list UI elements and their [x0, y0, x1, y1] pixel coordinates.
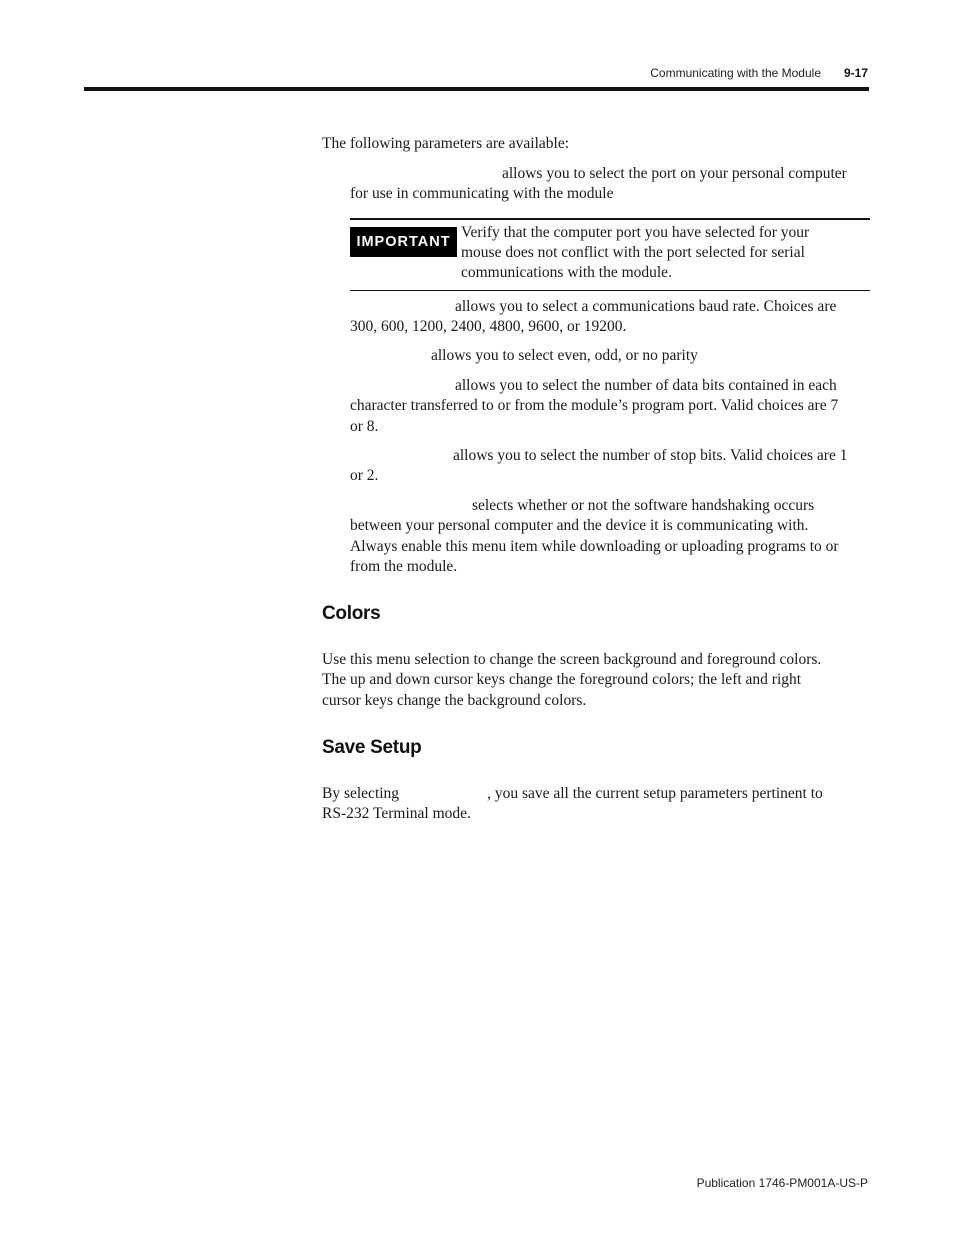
header-page-number: 9-17: [843, 66, 868, 80]
port-line-2: for use in communicating with the module: [350, 185, 614, 203]
parity-line-1: allows you to select even, odd, or no parity: [431, 347, 698, 364]
colors-line-2: The up and down cursor keys change the foreground colors; the left and right: [322, 671, 802, 689]
port-line-1: allows you to select the port on your personal computer: [502, 165, 847, 182]
baud-line-1: allows you to select a communications baud rate. Choices are: [455, 298, 837, 315]
handshaking-line-3: Always enable this menu item while downloading or uploading programs to or: [350, 537, 839, 555]
save-setup-heading: Save Setup: [322, 737, 422, 758]
port-parameter: [350, 164, 870, 205]
stop-bits-line-2: or 2.: [350, 467, 379, 485]
data-bits-line-2: character transferred to or from the module’s program port. Valid choices are 7: [350, 397, 839, 415]
footer-publication: Publication 1746-PM001A-US-P: [696, 1176, 868, 1190]
handshaking-line-1: selects whether or not the software handshaking occurs: [472, 497, 815, 514]
save-setup-line-2: RS-232 Terminal mode.: [322, 805, 471, 823]
important-line-1: Verify that the computer port you have selected for your: [461, 224, 810, 241]
important-top-rule: [350, 218, 870, 220]
parity-parameter: [350, 346, 870, 366]
important-line-3: communications with the module.: [461, 264, 672, 282]
colors-line-1: Use this menu selection to change the screen background and foreground colors.: [322, 651, 822, 668]
colors-body: [322, 650, 870, 711]
intro-text: The following parameters are available:: [322, 135, 570, 152]
important-line-2: mouse does not conflict with the port selected for serial: [461, 244, 805, 262]
save-setup-line-1b: , you save all the current setup parameters pertinent to: [487, 785, 823, 802]
important-bottom-rule: [350, 290, 870, 291]
header-rule: [84, 87, 869, 91]
handshaking-line-2: between your personal computer and the device it is communicating with.: [350, 517, 809, 535]
stop-bits-line-1: allows you to select the number of stop bits. Valid choices are 1: [453, 447, 848, 464]
baud-parameter: [350, 297, 870, 338]
data-bits-parameter: [350, 376, 870, 437]
colors-line-3: cursor keys change the background colors.: [322, 691, 587, 709]
stop-bits-parameter: [350, 446, 870, 487]
handshaking-parameter: [350, 496, 870, 578]
header-section-title: Communicating with the Module: [650, 66, 821, 80]
data-bits-line-3: or 8.: [350, 417, 379, 435]
handshaking-line-4: from the module.: [350, 558, 458, 576]
important-note: [461, 223, 866, 284]
baud-line-2: 300, 600, 1200, 2400, 4800, 9600, or 19200.: [350, 318, 627, 336]
colors-heading: Colors: [322, 603, 381, 624]
data-bits-line-1: allows you to select the number of data bits contained in each: [455, 377, 837, 394]
save-setup-body: [322, 784, 870, 825]
save-setup-line-1a: By selecting: [322, 785, 400, 802]
important-badge: IMPORTANT: [350, 227, 457, 257]
